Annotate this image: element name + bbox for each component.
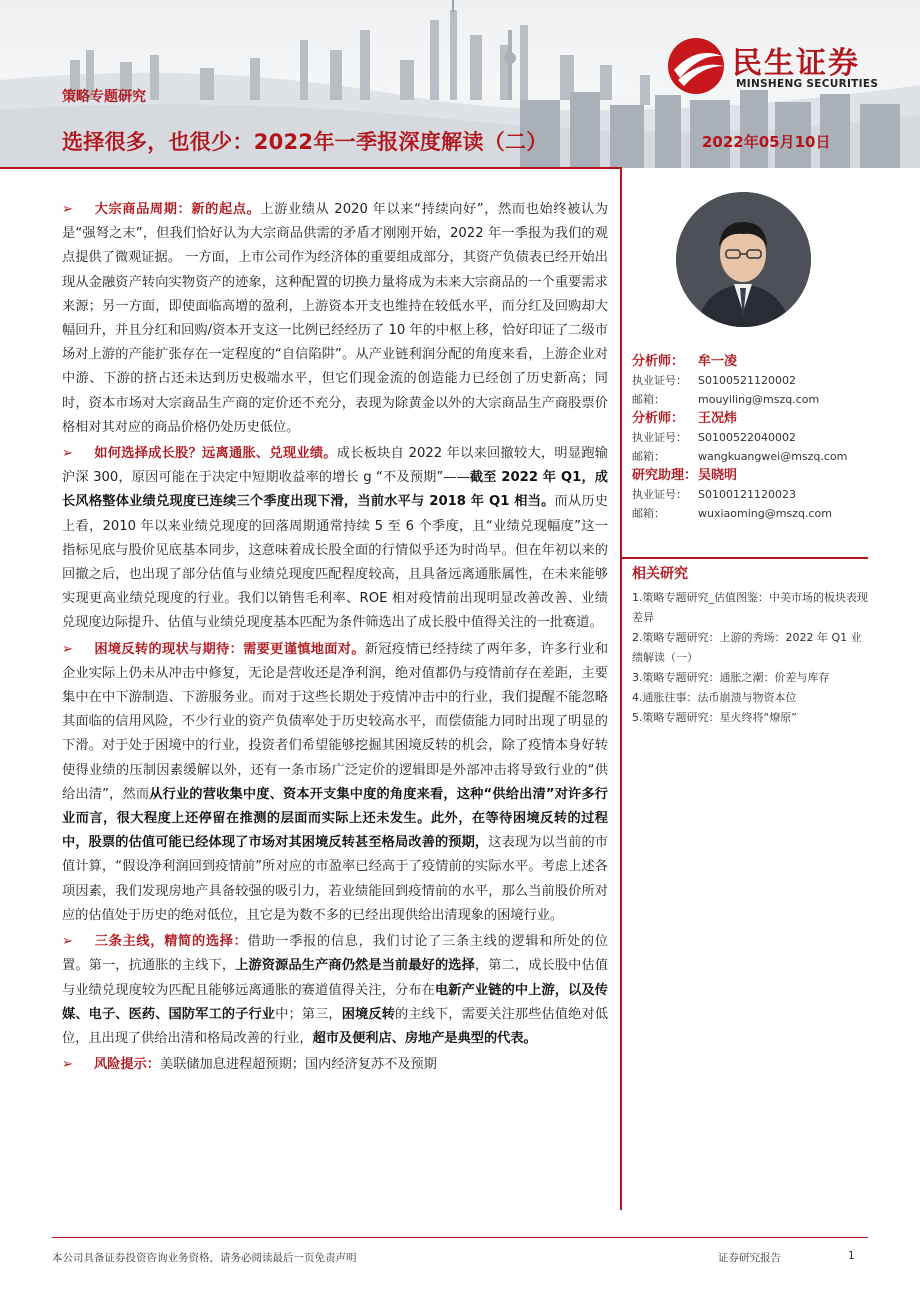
paragraph-lead: 三条主线，精简的选择： (94, 934, 248, 950)
analyst-role: 分析师： (632, 411, 685, 426)
paragraph-emphasis: 从行业的营收集中度、资本开支集中度的角度来看，这种“供给出清”对许多行业而言，很大程度上还停留在推测的层面而实际上还未发生。此外，在等待困境反转的过程中，股票的估值可能已经体现了市场对其困境反转甚至格局改善的预期， (62, 786, 608, 851)
paragraph-lead: 困境反转的现状与期待：需要更谨慎地面对。 (94, 641, 365, 657)
paragraph-lead: 大宗商品周期：新的起点。 (94, 202, 261, 217)
paragraph-emphasis: 截至 2022 年 Q1，成长风格整体业绩兑现度已连续三个季度出现下滑，当前水平与 2018 年 Q1 相当。 (62, 470, 608, 510)
paragraph-text: 借助一季报的信息，我们讨论了三条主线的逻辑和所处的位置。第一，抗通胀的主线下， (62, 934, 608, 974)
summary-paragraph (62, 198, 608, 440)
related-research-item[interactable]: 4.通胀往事：法币崩溃与物资本位 (632, 691, 797, 704)
analyst-cert-row (632, 429, 868, 448)
page-number: 1 (848, 1250, 855, 1262)
analyst-role: 研究助理： (632, 468, 698, 483)
analyst-portrait-icon (676, 192, 811, 327)
paragraph-emphasis: 上游资源品生产商仍然是当前最好的选择 (235, 958, 475, 974)
bullet-arrow-icon: ➢ (62, 934, 74, 950)
related-research-item[interactable]: 3.策略专题研究：通胀之潮：价差与库存 (632, 671, 830, 684)
bullet-arrow-icon: ➢ (62, 1057, 74, 1073)
analyst-info (632, 352, 868, 523)
related-research-item[interactable]: 1.策略专题研究_估值图鉴：中美市场的板块表现差异 (632, 591, 868, 624)
analyst-name: 王况炜 (698, 411, 738, 426)
column-divider (620, 168, 622, 1210)
related-research-item[interactable]: 5.策略专题研究：星火终将“燎原” (632, 711, 797, 724)
summary-paragraph (62, 638, 608, 928)
summary-paragraph (62, 1053, 608, 1077)
footer-doc-type: 证券研究报告 (718, 1252, 781, 1264)
paragraph-text: 成长板块自 2022 年以来回撤较大，明显跑输沪深 300，原因可能在于决定中短期收益率的增长 g “不及预期”—— (62, 446, 608, 486)
cert-number: S0100522040002 (698, 431, 796, 444)
analyst-cert-row (632, 486, 868, 505)
related-research-title: 相关研究 (632, 566, 688, 582)
analyst-email-row (632, 505, 868, 524)
cert-label: 执业证号： (632, 431, 687, 444)
paragraph-lead: 风险提示： (94, 1057, 160, 1073)
report-header (0, 0, 920, 168)
paragraph-text: 新冠疫情已经持续了两年多，许多行业和企业实际上仍未从冲击中修复，无论是营收还是净利润，绝对值都仍与疫情前存在差距，主要集中在中下游制造、下游服务业。而对于这些长期处于疫情冲击中的行业，我们提醒不能忽略其面临的信用风险，不少行业的资产负债率处于历史较高水平，而偿债能力同时出现了明显的下滑。对于处于困境中的行业，投资者们希望能够挖掘其困境反转的机会，除了疫情本身好转使得业绩的压制因素缓解以外，还有一条市场广泛定价的逻辑即是外部冲击将导致行业的“供给出清”，然而 (62, 641, 609, 802)
related-divider (622, 557, 868, 559)
paragraph-text: 而从历史上看，2010 年以来业绩兑现度的回落周期通常持续 5 至 6 个季度，且“业绩兑现幅度”这一指标见底与股价见底基本同步，这意味着成长股全面的行情似乎还为时尚早。但在年初以来的回撤之后，也出现了部分估值与业绩兑现度匹配程度较高，且具备远离通胀属性，在未来能够实现更高业绩兑现度的行业。我们以销售毛利率、ROE 相对疫情前出现明显改善改善、业绩兑现度边际提升、估值与业绩兑现度基本匹配为条件筛选出了成长股中值得关注的一批赛道。 (62, 494, 609, 631)
analyst-name-row (632, 409, 868, 429)
report-title: 选择很多，也很少：2022年一季报深度解读（二） (62, 130, 548, 154)
email-label: 邮箱： (632, 506, 665, 520)
analyst-photo (676, 192, 811, 327)
paragraph-text: 中；第三， (275, 1006, 342, 1022)
analyst-cert-row (632, 372, 868, 391)
bullet-arrow-icon: ➢ (62, 202, 74, 217)
header-divider (0, 167, 622, 169)
analyst-name: 牟一凌 (698, 354, 738, 369)
company-logo (666, 36, 896, 96)
summary-paragraph (62, 930, 608, 1051)
paragraph-text: ，第二，成长股中估值与业绩兑现度较为匹配且能够远离通胀的赛道值得关注，分布在 (62, 958, 609, 998)
paragraph-text: 上游业绩从 2020 年以来“持续向好”，然而也始终被认为是“强弩之末”，但我们恰好认为大宗商品供需的矛盾才刚刚开始，2022 年一季报为我们的观点提供了微观证据。 一方面，上市公司作为经济体的重要组成部分，其资产负债表已经开始出现从金融资产转向实物资产的迹象，这种配置的切换力量将成为未来大宗商品的一个重要需求来源；另一方面，即使面临高增的盈利，上游资本开支也维持在较低水平，而分红及回购却大幅回升，并且分红和回购/资本开支这一比例已经经历了 10 年的中枢上移，恰好印证了二级市场对上游的产能扩张存在一定程度的“自信陷阱”。从产业链利润分配的角度来看，上游企业对中游、下游的挤占还未达到历史极端水平，但它们现金流的创造能力已经创了历史新高；同时，资本市场对大宗商品生产商的定价还不充分，表现为除黄金以外的大宗商品生产商股票价格相对其对应的商品价格仍处历史低位。 (62, 202, 609, 435)
email-label: 邮箱： (632, 392, 665, 406)
analyst-email[interactable]: mouyiling@mszq.com (698, 392, 820, 406)
paragraph-text: 美联储加息进程超预期；国内经济复苏不及预期 (159, 1057, 437, 1073)
cert-number: S0100121120023 (698, 488, 796, 501)
analyst-name-row (632, 352, 868, 372)
minsheng-logo-icon (666, 36, 728, 96)
analyst-email[interactable]: wuxiaoming@mszq.com (698, 506, 832, 520)
report-date: 2022年05月10日 (702, 133, 831, 151)
analyst-email[interactable]: wangkuangwei@mszq.com (698, 449, 848, 463)
footer-disclaimer: 本公司具备证券投资咨询业务资格，请务必阅读最后一页免责声明 (52, 1252, 357, 1264)
summary-column (62, 198, 608, 1079)
email-label: 邮箱： (632, 449, 665, 463)
bullet-arrow-icon: ➢ (62, 641, 74, 657)
related-research-list (632, 588, 868, 728)
paragraph-emphasis: 电新产业链的中上游，以及传媒、电子、医药、国防军工的子行业 (62, 982, 608, 1022)
related-research-item[interactable]: 2.策略专题研究：上游的秀场：2022 年 Q1 业绩解读（一） (632, 631, 862, 664)
logo-english-name: MINSHENG SECURITIES (736, 78, 879, 90)
paragraph-text: 的主线下，需要关注那些估值绝对低位，且出现了供给出清和格局改善的行业， (62, 1006, 609, 1046)
bullet-arrow-icon: ➢ (62, 446, 74, 462)
paragraph-emphasis: 超市及便利店、房地产是典型的代表。 (312, 1030, 537, 1046)
analyst-name-row (632, 466, 868, 486)
paragraph-emphasis: 困境反转 (341, 1006, 396, 1022)
paragraph-text: 这表现为以当前的市值计算，“假设净利润回到疫情前”所对应的市盈率已经高于了疫情前的实际水平。考虑上述各项因素，我们发现房地产具备较强的吸引力，若业绩能回到疫情前的水平，那么当前股价所对应的估值处于历史的绝对低位，且它是为数不多的已经出现供给出清现象的困境行业。 (62, 835, 608, 923)
cert-number: S0100521120002 (698, 374, 796, 387)
summary-paragraph (62, 442, 608, 636)
logo-chinese-name: 民生证券 (732, 46, 860, 81)
analyst-email-row (632, 391, 868, 410)
analyst-email-row (632, 448, 868, 467)
cert-label: 执业证号： (632, 488, 687, 501)
paragraph-lead: 如何选择成长股？远离通胀、兑现业绩。 (94, 446, 337, 462)
analyst-role: 分析师： (632, 354, 685, 369)
analyst-name: 吴晓明 (698, 468, 738, 483)
cert-label: 执业证号： (632, 374, 687, 387)
footer-divider (52, 1237, 868, 1238)
report-category: 策略专题研究 (62, 89, 146, 105)
